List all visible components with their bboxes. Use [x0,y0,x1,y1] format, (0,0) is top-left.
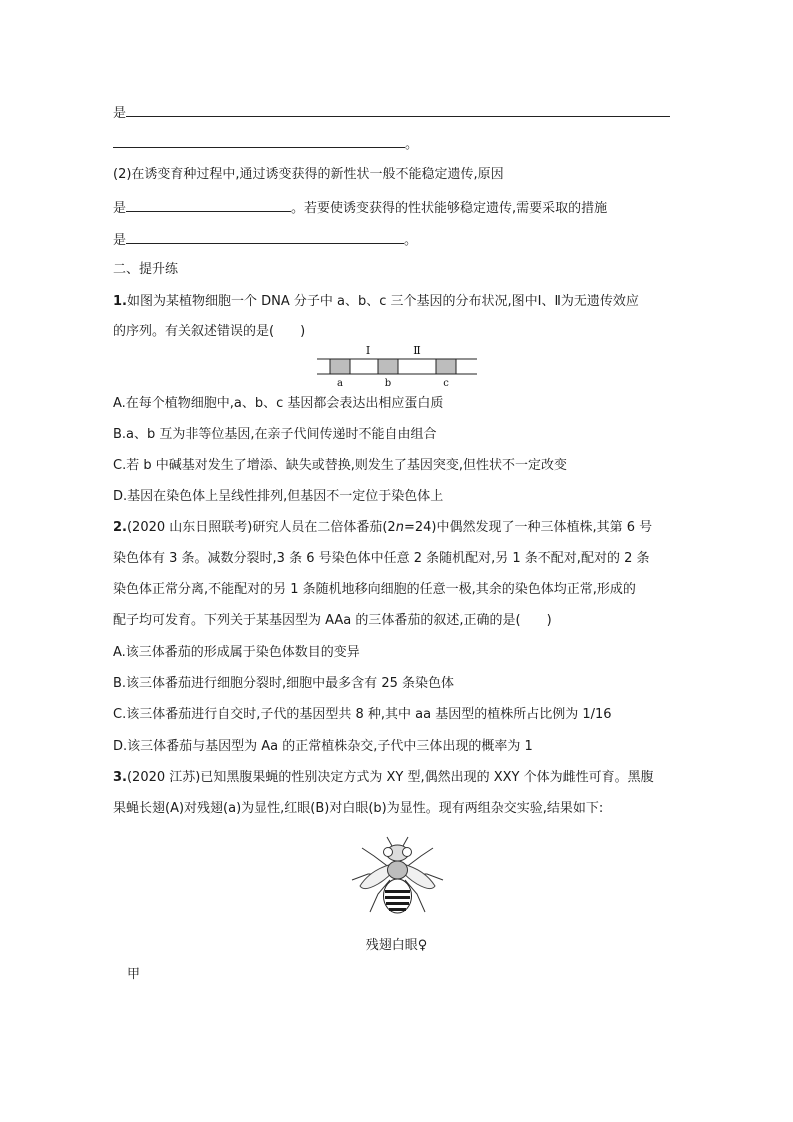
blank-prefix: 是 [113,201,127,216]
fly-eye-right [403,848,412,857]
blank-line-2 [113,133,418,155]
question-text: (2)在诱变育种过程中,通过诱变获得的新性状一般不能稳定遗传,原因 [113,167,504,182]
fly-eye-left [384,848,393,857]
gene-segment-a [330,359,350,374]
fly-caption: 残翅白眼♀ [365,938,428,953]
question-text: (2020 江苏)已知黑腹果蝇的性别决定方式为 XY 型,偶然出现的 XXY 个体为雌性可育。黑腹 [126,770,654,785]
question-text: =24)中偶然发现了一种三体植株,其第 6 号 [403,520,653,535]
question-text: 。若要使诱变获得的性状能够稳定遗传,需要采取的措施 [291,201,608,216]
region-label-1: Ⅰ [365,344,371,357]
question-number: 1. [113,294,127,309]
q3-line-2: 果蝇长翅(A)对残翅(a)为显性,红眼(B)对白眼(b)为显性。现有两组杂交实验,结果如下: [113,801,604,816]
answer-blank[interactable] [113,133,405,148]
answer-blank[interactable] [126,102,670,117]
option-c[interactable]: C.该三体番茄进行自交时,子代的基因型共 8 种,其中 aa 基因型的植株所占比例为 1/16 [113,707,612,722]
dna-gene-diagram [312,343,482,391]
region-label-2: Ⅱ [413,344,421,357]
option-b[interactable]: B.a、b 互为非等位基因,在亲子代间传递时不能自由组合 [113,427,437,442]
option-a[interactable]: A.该三体番茄的形成属于染色体数目的变异 [113,645,360,660]
q1-line-2: 的序列。有关叙述错误的是( ) [113,324,306,339]
section-title: 二、提升练 [113,262,179,277]
option-c[interactable]: C.若 b 中碱基对发生了增添、缺失或替换,则发生了基因突变,但性状不一定改变 [113,458,567,473]
q3-line-1 [113,768,654,788]
q1-line-1 [113,292,639,312]
blank-prefix: 是 [113,106,127,121]
gene-segment-b [378,359,398,374]
question-text: (2020 山东日照联考)研究人员在二倍体番茄(2 [126,520,396,535]
group-label: 甲 [127,967,141,982]
question-number: 2. [113,520,127,535]
option-d[interactable]: D.基因在染色体上呈线性排列,但基因不一定位于染色体上 [113,489,444,504]
gene-label-b: b [384,378,392,389]
blank-prefix: 是 [113,233,127,248]
blank-line-1 [113,102,670,124]
blank-line-4 [113,197,607,219]
blank-line-5 [113,229,417,251]
answer-blank[interactable] [126,197,291,212]
gene-segment-c [436,359,456,374]
blank-suffix: 。 [404,233,418,248]
blank-suffix: 。 [405,137,419,152]
fruit-fly-illustration [340,834,455,924]
question-text: 如图为某植物细胞一个 DNA 分子中 a、b、c 三个基因的分布状况,图中Ⅰ、Ⅱ为无遗传效应 [126,294,639,309]
answer-blank[interactable] [126,229,404,244]
gene-label-a: a [337,378,343,389]
option-a[interactable]: A.在每个植物细胞中,a、b、c 基因都会表达出相应蛋白质 [113,396,444,411]
option-d[interactable]: D.该三体番茄与基因型为 Aa 的正常植株杂交,子代中三体出现的概率为 1 [113,739,533,754]
q2-line-3: 染色体正常分离,不能配对的另 1 条随机地移向细胞的任意一极,其余的染色体均正常,形成的 [113,582,636,597]
chromosome-n: n [395,520,404,535]
q2-line-2: 染色体有 3 条。减数分裂时,3 条 6 号染色体中任意 2 条随机配对,另 1 条不配对,配对的 2 条 [113,551,650,566]
fly-thorax [388,861,408,879]
option-b[interactable]: B.该三体番茄进行细胞分裂时,细胞中最多含有 25 条染色体 [113,676,454,691]
question-number: 3. [113,770,127,785]
q2-line-4: 配子均可发育。下列关于某基因型为 AAa 的三体番茄的叙述,正确的是( ) [113,613,552,628]
gene-label-c: c [443,378,449,389]
q2-line-1 [113,518,652,538]
